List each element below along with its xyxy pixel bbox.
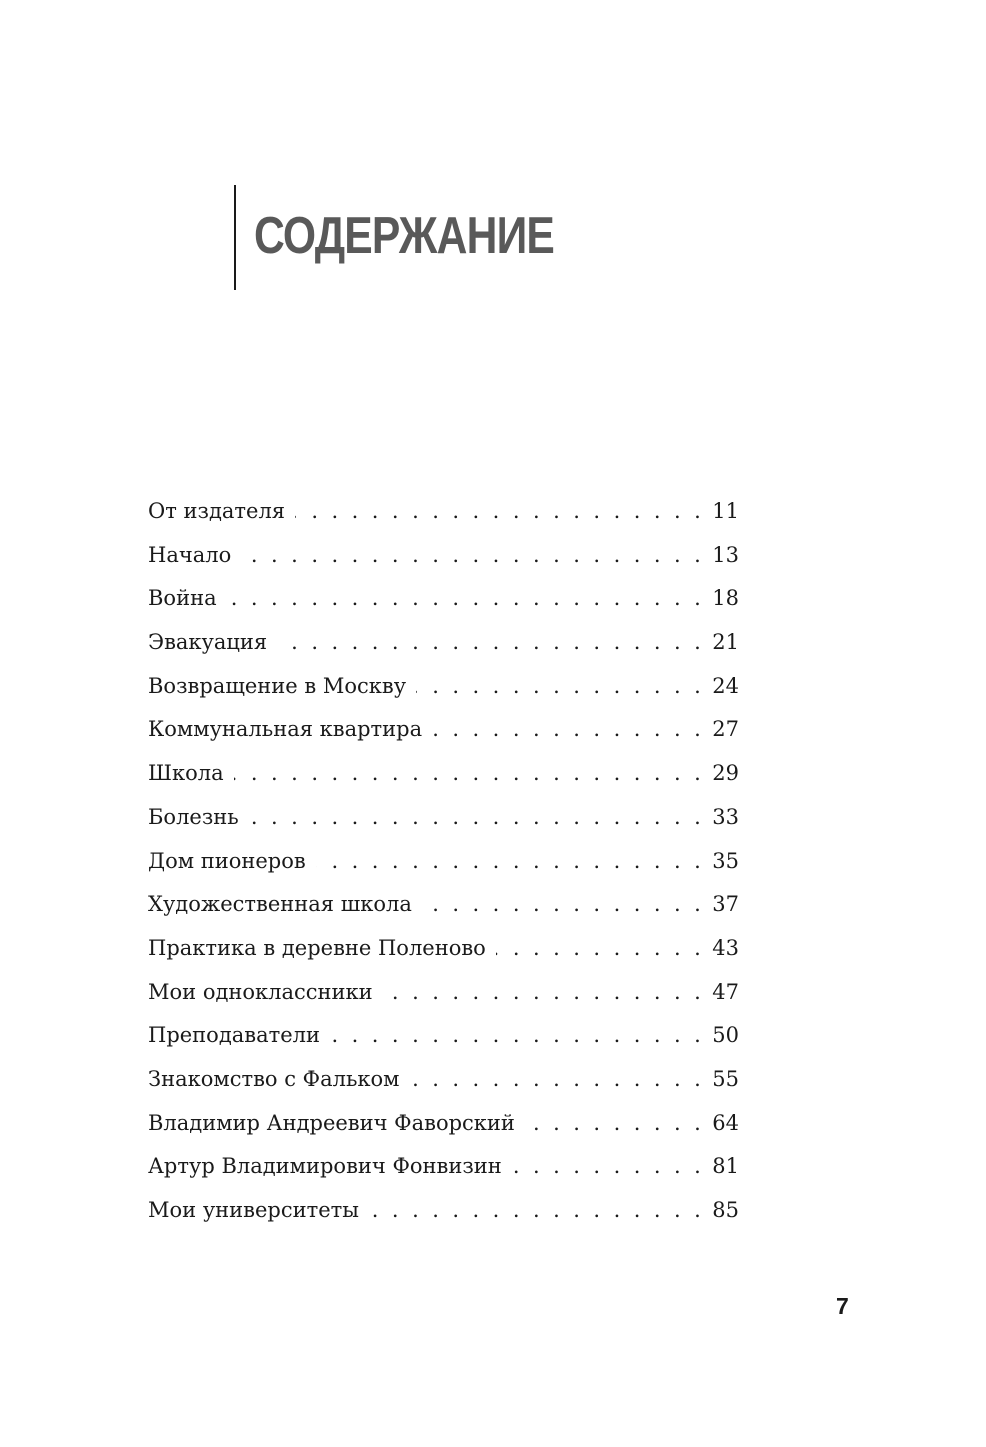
toc-entry-page: 33 (712, 804, 739, 829)
toc-leader-dots (383, 971, 705, 1015)
toc-leader-dots (227, 577, 705, 621)
toc-entry[interactable] (148, 1014, 739, 1058)
toc-entry-page: 50 (712, 1023, 739, 1048)
toc-entry-page: 11 (712, 499, 739, 523)
toc-entry-page: 85 (712, 1198, 739, 1222)
toc-entry[interactable] (148, 927, 739, 971)
toc-entry[interactable] (148, 621, 739, 665)
table-of-contents (148, 490, 739, 1233)
page-title: СОДЕРЖАНИЕ (254, 207, 555, 265)
toc-entry[interactable] (148, 665, 739, 709)
toc-leader-dots (234, 752, 705, 796)
toc-entry-title: От издателя (148, 499, 286, 523)
toc-entry[interactable] (148, 708, 739, 752)
toc-entry-title: Болезнь (148, 804, 239, 829)
toc-entry-page: 27 (712, 717, 739, 742)
toc-entry-page: 43 (712, 935, 739, 960)
title-divider (234, 185, 236, 290)
toc-entry-title: Практика в деревне Поленово (148, 935, 486, 960)
toc-leader-dots (422, 883, 704, 927)
toc-entry[interactable] (148, 971, 739, 1015)
toc-entry[interactable] (148, 1102, 739, 1146)
toc-entry-page: 47 (712, 979, 739, 1004)
toc-entry-page: 55 (712, 1066, 739, 1091)
toc-leader-dots (410, 1058, 705, 1102)
toc-leader-dots (295, 490, 704, 534)
toc-entry[interactable] (148, 534, 739, 578)
toc-leader-dots (316, 840, 705, 884)
toc-entry-page: 29 (712, 761, 739, 786)
toc-entry-page: 24 (712, 673, 739, 698)
toc-entry-title: Возвращение в Москву (148, 673, 407, 698)
toc-leader-dots (496, 927, 704, 971)
toc-entry-title: Дом пионеров (148, 848, 306, 873)
toc-entry[interactable] (148, 883, 739, 927)
toc-entry[interactable] (148, 1058, 739, 1102)
toc-leader-dots (525, 1102, 704, 1146)
toc-entry-page: 64 (712, 1110, 739, 1135)
toc-entry-page: 35 (712, 848, 739, 873)
toc-entry-page: 37 (712, 892, 739, 917)
toc-entry-title: Мои одноклассники (148, 979, 373, 1004)
toc-leader-dots (432, 708, 704, 752)
toc-entry-page: 18 (712, 586, 739, 611)
toc-entry-title: Мои университеты (148, 1198, 359, 1222)
toc-entry-title: Преподаватели (148, 1023, 320, 1048)
toc-entry[interactable] (148, 796, 739, 840)
toc-entry-page: 13 (712, 542, 739, 567)
toc-entry[interactable] (148, 1189, 739, 1233)
toc-entry-title: Знакомство с Фальком (148, 1066, 400, 1091)
toc-entry[interactable] (148, 577, 739, 621)
toc-entry-title: Война (148, 586, 217, 611)
toc-entry[interactable] (148, 1145, 739, 1189)
toc-entry[interactable] (148, 840, 739, 884)
toc-entry[interactable] (148, 752, 739, 796)
toc-entry-title: Артур Владимирович Фонвизин (148, 1154, 502, 1179)
toc-leader-dots (241, 534, 704, 578)
page-number: 7 (836, 1293, 849, 1319)
toc-leader-dots (512, 1145, 704, 1189)
toc-entry-title: Художественная школа (148, 892, 412, 917)
toc-leader-dots (330, 1014, 704, 1058)
toc-leader-dots (369, 1189, 704, 1233)
toc-entry-title: Школа (148, 761, 224, 786)
toc-entry-title: Коммунальная квартира (148, 717, 423, 742)
toc-entry-page: 21 (712, 630, 739, 655)
toc-leader-dots (249, 796, 705, 840)
toc-entry-title: Владимир Андреевич Фаворский (148, 1110, 515, 1135)
toc-entry-title: Эвакуация (148, 630, 268, 655)
toc-entry[interactable] (148, 490, 739, 534)
toc-entry-title: Начало (148, 542, 232, 567)
toc-entry-page: 81 (712, 1154, 739, 1179)
toc-leader-dots (277, 621, 704, 665)
toc-leader-dots (416, 665, 704, 709)
